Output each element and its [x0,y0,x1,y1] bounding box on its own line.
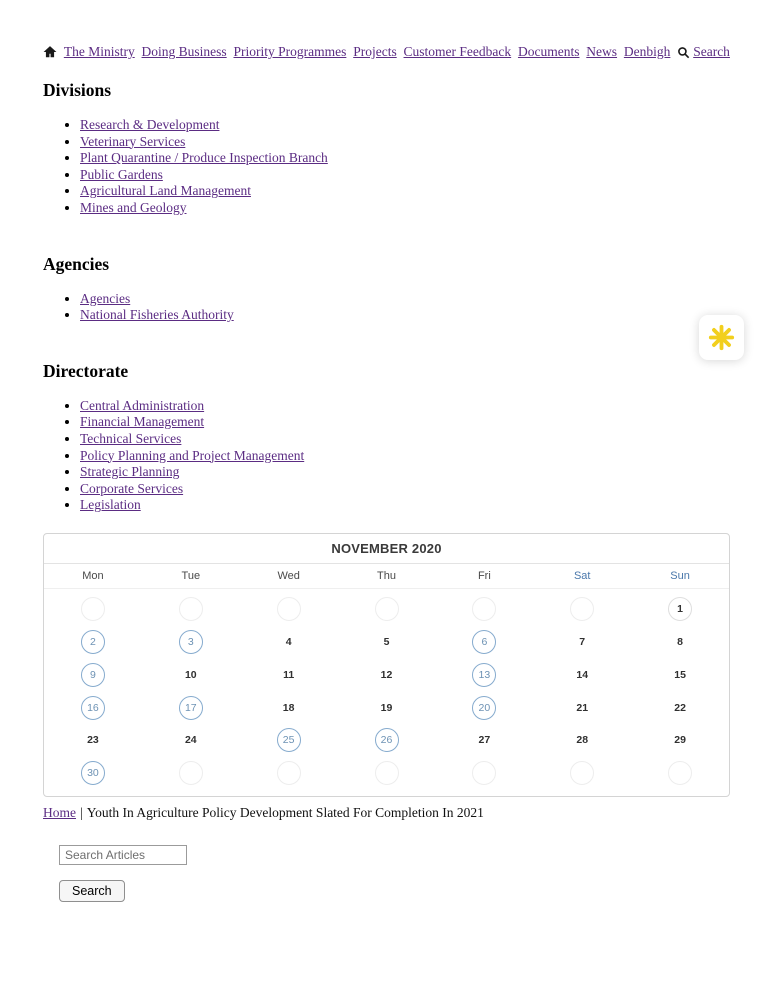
breadcrumb-home-link[interactable]: Home [43,804,76,820]
section-title-directorate: Directorate [43,360,129,381]
calendar-cell [338,593,436,626]
calendar-title: NOVEMBER 2020 [44,534,729,564]
calendar-cell [240,691,338,724]
list-item [80,497,730,514]
list-item [80,291,730,308]
calendar-day-6[interactable]: 6 [472,630,496,654]
calendar-empty-cell [277,761,301,785]
calendar-day-23[interactable]: 23 [87,734,99,747]
list-item [80,307,730,324]
link-agencies[interactable]: Agencies [80,290,131,306]
nav-link-documents[interactable]: Documents [517,44,580,59]
calendar-day-header-sun: Sun [670,569,690,582]
calendar-cell [44,593,142,626]
calendar-day-26[interactable]: 26 [375,728,399,752]
calendar-empty-cell [472,761,496,785]
nav-link-priority-programmes[interactable]: Priority Programmes [233,44,347,59]
calendar-cell [142,593,240,626]
link-policy-planning-and-project-management[interactable]: Policy Planning and Project Management [80,447,305,463]
calendar-day-12[interactable]: 12 [380,668,393,681]
calendar-day-3[interactable]: 3 [179,630,203,654]
link-central-administration[interactable]: Central Administration [80,397,205,413]
article-search-button[interactable]: Search [59,880,125,902]
calendar-empty-cell [570,597,594,621]
calendar-cell [435,659,533,692]
list-item [80,431,730,448]
calendar-grid [44,589,729,796]
calendar-empty-cell [570,761,594,785]
breadcrumb-separator: | [80,804,83,820]
list-item [80,183,730,200]
floating-widget-button[interactable] [699,315,744,360]
calendar-day-4[interactable]: 4 [285,636,292,649]
link-corporate-services[interactable]: Corporate Services [80,480,184,496]
calendar-cell [631,659,729,692]
calendar-day-8[interactable]: 8 [677,636,683,649]
calendar-cell [142,626,240,659]
calendar-cell [338,659,436,692]
calendar-cell [631,626,729,659]
calendar-day-header-tue: Tue [181,569,201,582]
calendar-cell [631,757,729,790]
calendar-day-1[interactable]: 1 [668,597,692,621]
calendar-day-30[interactable]: 30 [81,761,105,785]
list-item [80,464,730,481]
section-link-list [43,117,730,217]
list-item [80,448,730,465]
calendar-day-header-sat: Sat [573,569,591,582]
article-search-input[interactable] [59,845,187,865]
calendar-cell [44,659,142,692]
section-agencies [43,254,730,324]
link-strategic-planning[interactable]: Strategic Planning [80,464,180,480]
breadcrumb [43,805,730,821]
list-item [80,134,730,151]
home-link[interactable] [43,45,57,59]
calendar-empty-cell [375,597,399,621]
calendar-empty-cell [277,597,301,621]
calendar-day-15[interactable]: 15 [674,668,686,681]
section-link-list [43,398,730,514]
nav-link-customer-feedback[interactable]: Customer Feedback [403,44,512,59]
calendar-cell [44,626,142,659]
calendar-cell [435,691,533,724]
calendar-empty-cell [179,597,203,621]
link-national-fisheries-authority[interactable]: National Fisheries Authority [80,307,234,323]
nav-link-denbigh[interactable]: Denbigh [623,44,671,59]
calendar-cell [533,757,631,790]
list-item [80,398,730,415]
calendar-empty-cell [81,597,105,621]
calendar-cell [338,626,436,659]
link-sections [43,80,730,514]
calendar-cell [435,757,533,790]
calendar-cell [435,724,533,757]
calendar-day-5[interactable]: 5 [383,636,390,649]
calendar-day-header-thu: Thu [377,569,396,582]
section-divisions [43,80,730,217]
nav-link-the-ministry[interactable]: The Ministry [63,44,135,59]
link-plant-quarantine-produce-inspection-branch[interactable]: Plant Quarantine / Produce Inspection Branch [80,150,328,166]
calendar-day-header-fri: Fri [477,569,491,582]
calendar-day-20[interactable]: 20 [472,696,496,720]
calendar-cell [44,724,142,757]
link-agricultural-land-management[interactable]: Agricultural Land Management [80,183,251,199]
calendar-day-29[interactable]: 29 [674,734,686,747]
section-title-agencies: Agencies [43,253,110,274]
section-directorate [43,361,730,514]
calendar-cell [435,593,533,626]
calendar-day-header-wed: Wed [277,569,300,582]
calendar-day-2[interactable]: 2 [81,630,105,654]
calendar-week-row [44,626,729,659]
calendar-cell [533,626,631,659]
events-calendar [43,533,730,797]
calendar-cell [44,691,142,724]
calendar-day-header-mon: Mon [82,569,104,582]
calendar-cell [631,724,729,757]
calendar-cell [240,593,338,626]
calendar-day-13[interactable]: 13 [472,663,496,687]
section-link-list [43,291,730,324]
calendar-cell [631,691,729,724]
link-technical-services[interactable]: Technical Services [80,430,182,446]
link-research-development[interactable]: Research & Development [80,117,220,132]
calendar-cell [533,691,631,724]
calendar-cell [533,659,631,692]
asterisk-icon [708,324,735,351]
section-title-divisions: Divisions [43,80,112,100]
list-item [80,414,730,431]
list-item [80,200,730,217]
calendar-week-row [44,691,729,724]
calendar-cell [240,757,338,790]
calendar-day-24[interactable]: 24 [184,734,197,747]
calendar-cell [631,593,729,626]
home-icon [43,45,57,59]
nav-link-doing-business[interactable]: Doing Business [141,44,227,59]
calendar-cell [142,757,240,790]
calendar-day-27[interactable]: 27 [478,734,491,747]
calendar-cell [44,757,142,790]
calendar-cell [338,724,436,757]
calendar-day-28[interactable]: 28 [576,734,589,747]
list-item [80,117,730,134]
calendar-day-10[interactable]: 10 [184,668,197,681]
calendar-cell [142,691,240,724]
calendar-cell [240,659,338,692]
calendar-day-17[interactable]: 17 [179,696,203,720]
calendar-week-row [44,659,729,692]
link-public-gardens[interactable]: Public Gardens [80,166,163,182]
calendar-cell [240,626,338,659]
top-nav [43,44,730,60]
calendar-empty-cell [472,597,496,621]
list-item [80,150,730,167]
calendar-day-18[interactable]: 18 [282,701,295,714]
article-title: Youth In Agriculture Policy Development Slated For Completion In 2021 [86,804,484,820]
calendar-empty-cell [375,761,399,785]
nav-link-news[interactable]: News [586,44,618,59]
calendar-day-headers [44,564,729,589]
link-legislation[interactable]: Legislation [80,497,141,513]
calendar-week-row [44,593,729,626]
calendar-day-22[interactable]: 22 [674,701,686,714]
nav-search-link[interactable] [677,44,730,60]
nav-link-projects[interactable]: Projects [353,44,397,59]
calendar-week-row [44,757,729,790]
calendar-empty-cell [668,761,692,785]
calendar-empty-cell [179,761,203,785]
link-financial-management[interactable]: Financial Management [80,414,205,430]
search-icon [677,46,690,59]
calendar-cell [142,659,240,692]
calendar-cell [240,724,338,757]
calendar-cell [338,691,436,724]
link-mines-and-geology[interactable]: Mines and Geology [80,199,187,215]
calendar-week-row [44,724,729,757]
calendar-day-19[interactable]: 19 [380,701,393,714]
calendar-cell [435,626,533,659]
calendar-cell [142,724,240,757]
list-item [80,167,730,184]
calendar-day-16[interactable]: 16 [81,696,105,720]
calendar-cell [533,724,631,757]
calendar-day-21[interactable]: 21 [576,701,589,714]
link-veterinary-services[interactable]: Veterinary Services [80,133,186,149]
calendar-day-9[interactable]: 9 [81,663,105,687]
list-item [80,481,730,498]
calendar-day-7[interactable]: 7 [579,636,586,649]
calendar-cell [533,593,631,626]
nav-search-label: Search [693,44,730,59]
calendar-day-14[interactable]: 14 [576,668,589,681]
calendar-cell [338,757,436,790]
calendar-day-25[interactable]: 25 [277,728,301,752]
calendar-day-11[interactable]: 11 [283,668,295,681]
